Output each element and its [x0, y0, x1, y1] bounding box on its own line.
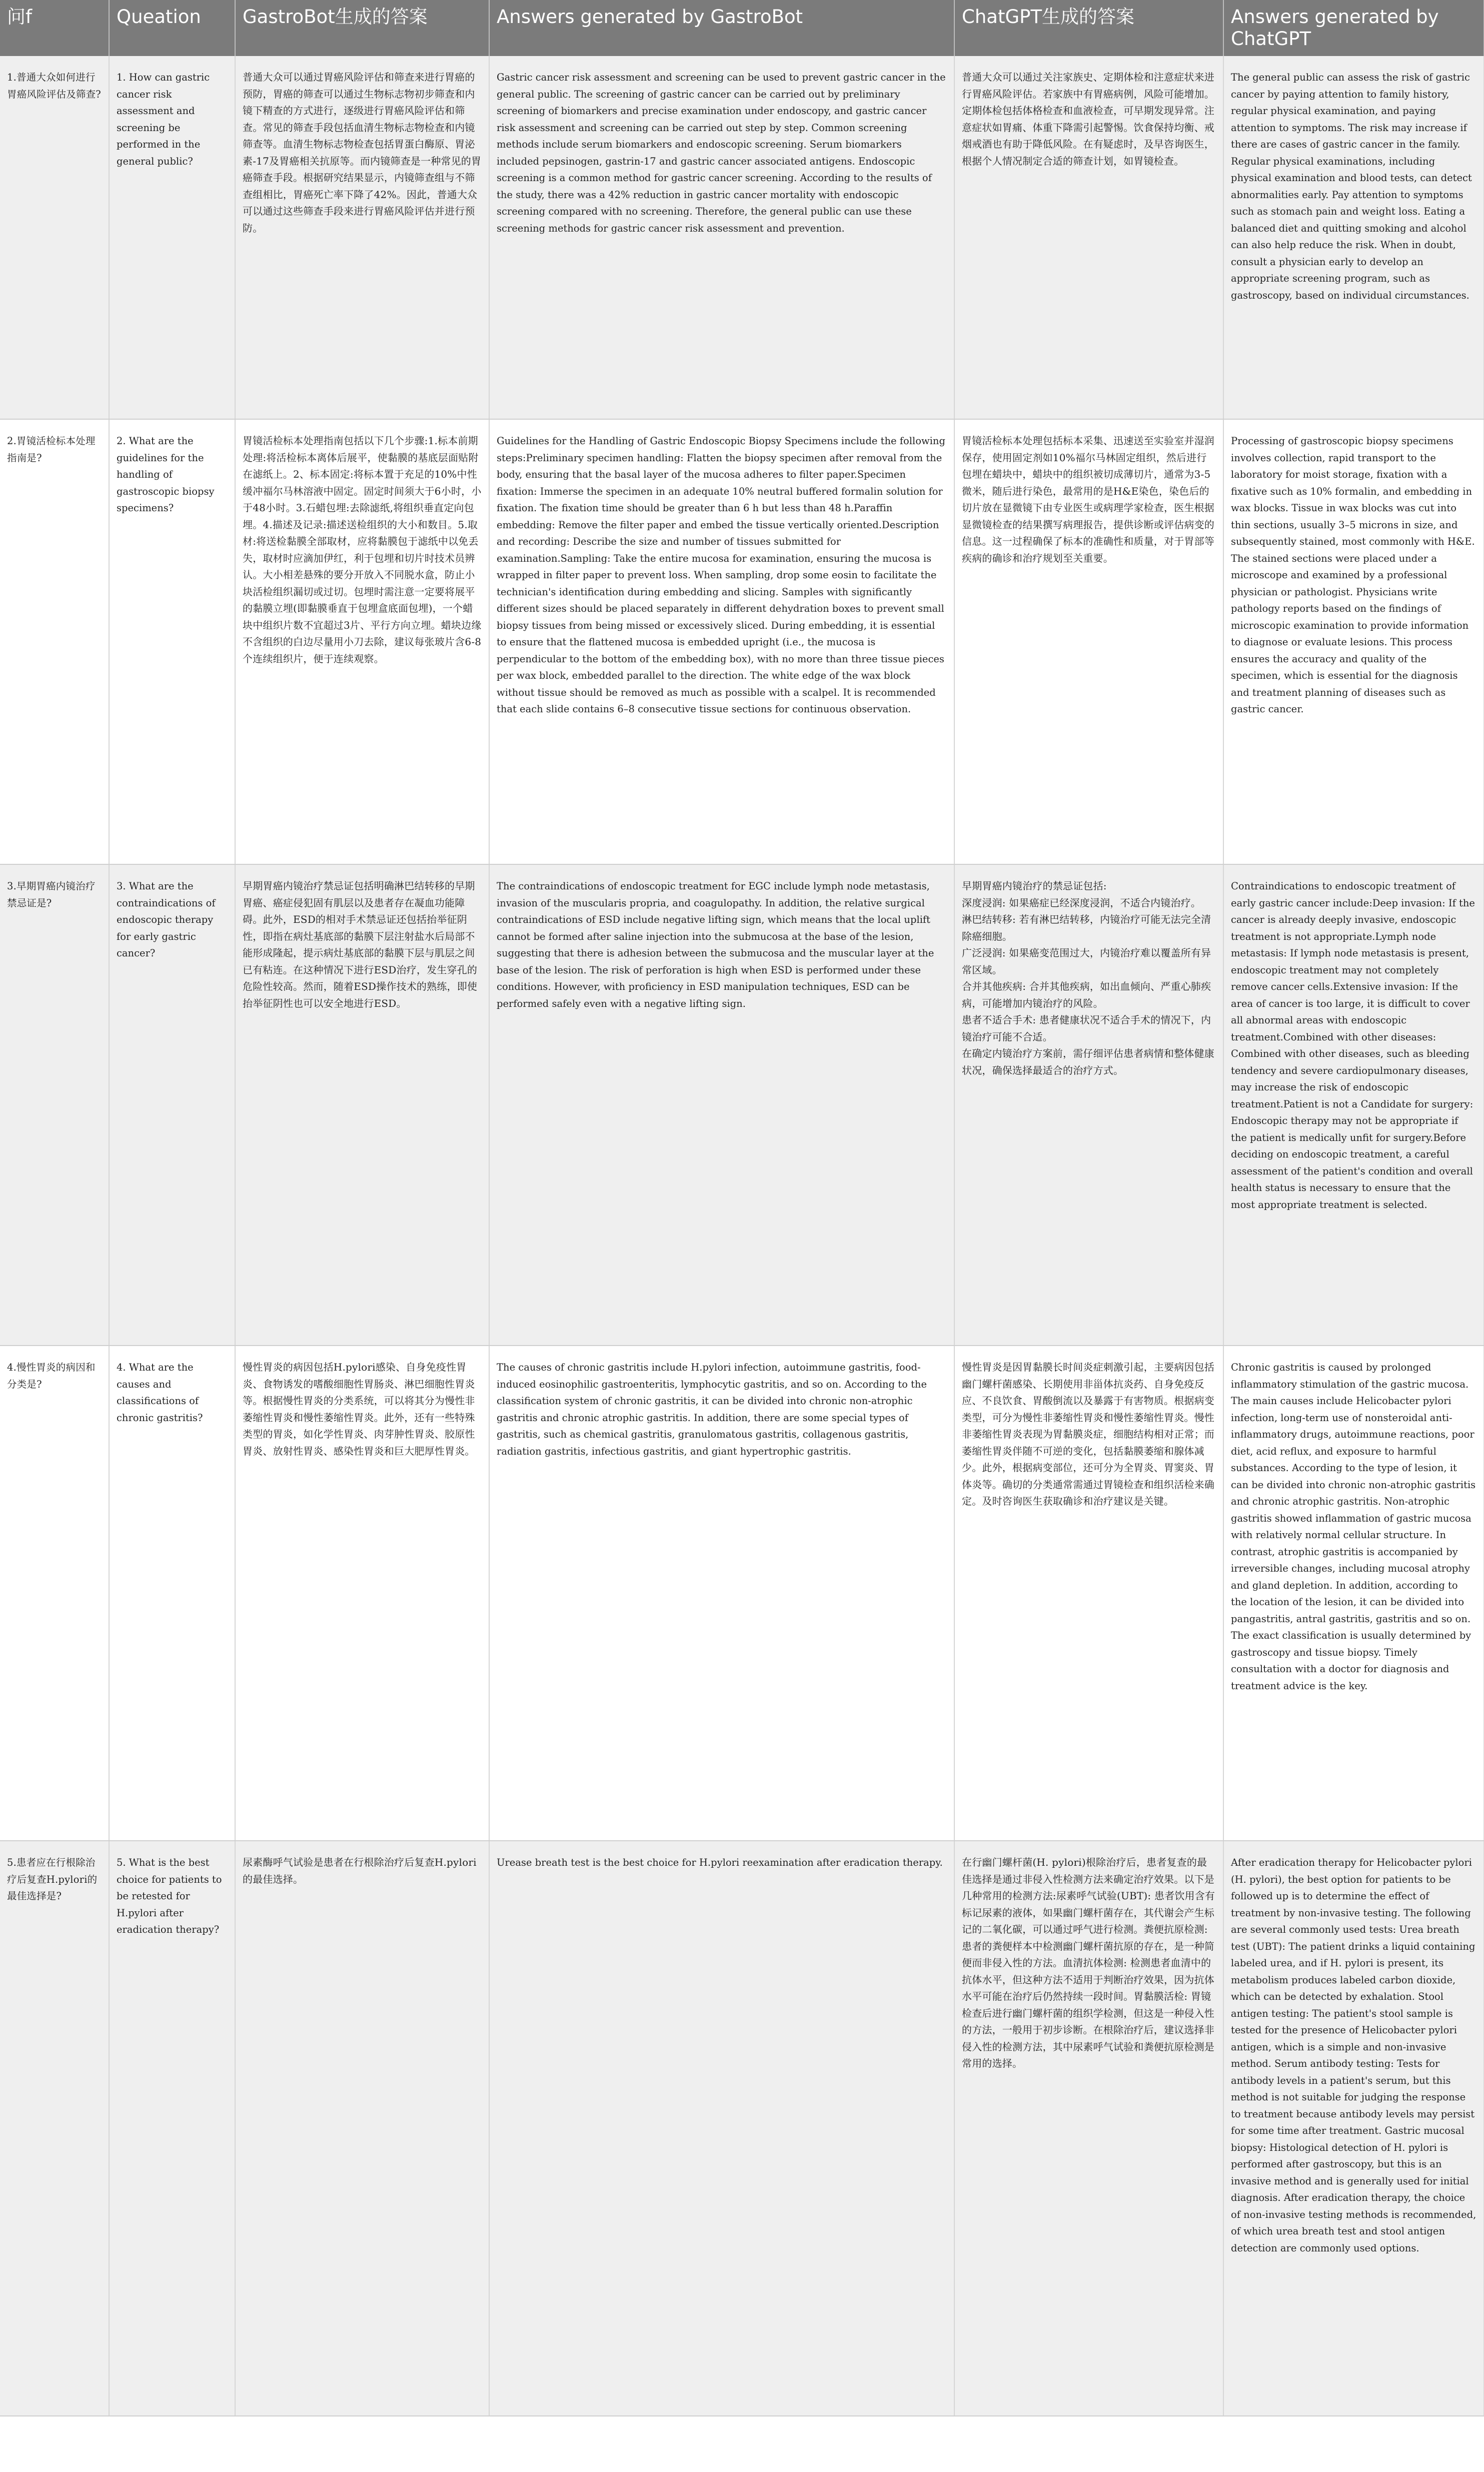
table-row [0, 419, 1484, 864]
cell-gastrobot-en: The causes of chronic gastritis include H.pylori infection, autoimmune gastritis, food-induced eosinophilic gastroenteritis, lymphocytic gastritis, and so on. According to the classification system of chronic gastritis, it can be divided into chronic non-atrophic gastritis and chronic atrophic gastritis. In addition, there are some special types of gastritis, such as chemical gastritis, granulomatous gastritis, collagenous gastritis, radiation gastritis, infectious gastritis, and giant hypertrophic gastritis. [489, 1346, 954, 1841]
cell-question-zh: 4.慢性胃炎的病因和分类是? [0, 1346, 109, 1841]
cell-question-en: 3. What are the contraindications of endoscopic therapy for early gastric cancer? [109, 864, 235, 1346]
header-question-zh: 问f [0, 0, 109, 56]
cell-question-zh: 5.患者应在行根除治疗后复查H.pylori的最佳选择是? [0, 1841, 109, 2416]
cell-gastrobot-zh: 普通大众可以通过胃癌风险评估和筛查来进行胃癌的预防，胃癌的筛查可以通过生物标志物初步筛查和内镜下精查的方式进行，逐级进行胃癌风险评估和筛查。常见的筛查手段包括血清生物标志物检查和内镜筛查等。血清生物标志物检查包括胃蛋白酶原、胃泌素-17及胃癌相关抗原等。而内镜筛查是一种常见的胃癌筛查手段。根据研究结果显示，内镜筛查组与不筛查组相比，胃癌死亡率下降了42%。因此，普通大众可以通过这些筛查手段来进行胃癌风险评估并进行预防。 [235, 56, 489, 419]
cell-question-zh: 3.早期胃癌内镜治疗禁忌证是? [0, 864, 109, 1346]
cell-gastrobot-zh: 尿素酶呼气试验是患者在行根除治疗后复查H.pylori的最佳选择。 [235, 1841, 489, 2416]
table-header [0, 0, 1484, 56]
header-gastrobot-zh: GastroBot生成的答案 [235, 0, 489, 56]
cell-gastrobot-zh: 早期胃癌内镜治疗禁忌证包括明确淋巴结转移的早期胃癌、癌症侵犯固有肌层以及患者存在凝血功能障碍。此外，ESD的相对手术禁忌证还包括抬举征阴性，即指在病灶基底部的黏膜下层注射盐水后局部不能形成隆起，提示病灶基底部的黏膜下层与肌层之间已有粘连。在这种情况下进行ESD治疗，发生穿孔的危险性较高。然而，随着ESD操作技术的熟练，即使抬举征阴性也可以安全地进行ESD。 [235, 864, 489, 1346]
cell-chatgpt-zh: 普通大众可以通过关注家族史、定期体检和注意症状来进行胃癌风险评估。若家族中有胃癌病例，风险可能增加。定期体检包括体格检查和血液检查，可早期发现异常。注意症状如胃痛、体重下降需引起警惕。饮食保持均衡、戒烟戒酒也有助于降低风险。在有疑虑时，及早咨询医生，根据个人情况制定合适的筛查计划，如胃镜检查。 [954, 56, 1223, 419]
cell-chatgpt-en: Chronic gastritis is caused by prolonged inflammatory stimulation of the gastric mucosa. The main causes include Helicobacter pylori infection, long-term use of nonsteroidal anti-inflammatory drugs, autoimmune reactions, poor diet, acid reflux, and exposure to harmful substances. According to the type of lesion, it can be divided into chronic non-atrophic gastritis and chronic atrophic gastritis. Non-atrophic gastritis showed inflammation of gastric mucosa with relatively normal cellular structure. In contrast, atrophic gastritis is accompanied by irreversible changes, including mucosal atrophy and gland depletion. In addition, according to the location of the lesion, it can be divided into pangastritis, antral gastritis, gastritis and so on. The exact classification is usually determined by gastroscopy and tissue biopsy. Timely consultation with a doctor for diagnosis and treatment advice is the key. [1223, 1346, 1484, 1841]
cell-chatgpt-en: Processing of gastroscopic biopsy specimens involves collection, rapid transport to the laboratory for moist storage, fixation with a fixative such as 10% formalin, and embedding in wax blocks. Tissue in wax blocks was cut into thin sections, usually 3–5 microns in size, and subsequently stained, most commonly with H&E. The stained sections were placed under a microscope and examined by a professional physician or pathologist. Physicians write pathology reports based on the findings of microscopic examination to provide information to diagnose or evaluate lesions. This process ensures the accuracy and quality of the specimen, which is essential for the diagnosis and treatment planning of diseases such as gastric cancer. [1223, 419, 1484, 864]
cell-question-en: 2. What are the guidelines for the handling of gastroscopic biopsy specimens? [109, 419, 235, 864]
table-row [0, 864, 1484, 1346]
cell-gastrobot-zh: 胃镜活检标本处理指南包括以下几个步骤:1.标本前期处理:将活检标本离体后展平，使黏膜的基底层面贴附在滤纸上。2、标本固定:将标本置于充足的10%中性缓冲福尔马林溶液中固定。固定时间须大于6小时，小于48小时。3.石蜡包埋:去除滤纸,将组织垂直定向包埋。4.描述及记录:描述送检组织的大小和数目。5.取材:将送检黏膜全部取材，应将黏膜包于滤纸中以免丢失，取材时应滴加伊红，利于包埋和切片时技术员辨认。大小相差悬殊的要分开放入不同脱水盒，防止小块活检组织漏切或过切。包埋时需注意一定要将展平的黏膜立埋(即黏膜垂直于包埋盒底面包埋)，一个蜡块中组织片数不宜超过3片、平行方向立埋。蜡块边缘不含组织的白边尽量用小刀去除，建议每张玻片含6-8个连续组织片，便于连续观察。 [235, 419, 489, 864]
cell-gastrobot-en: Gastric cancer risk assessment and screening can be used to prevent gastric cancer in the general public. The screening of gastric cancer can be carried out by preliminary screening of biomarkers and precise examination under endoscopy, and gastric cancer risk assessment and screening can be carried out step by step. Common screening methods include serum biomarkers and endoscopic screening. Serum biomarkers included pepsinogen, gastrin-17 and gastric cancer associated antigens. Endoscopic screening is a common method for gastric cancer screening. According to the results of the study, there was a 42% reduction in gastric cancer mortality with endoscopic screening compared with no screening. Therefore, the general public can use these screening methods for gastric cancer risk assessment and prevention. [489, 56, 954, 419]
cell-chatgpt-zh: 胃镜活检标本处理包括标本采集、迅速送至实验室并湿润保存，使用固定剂如10%福尔马林固定组织，然后进行包埋在蜡块中，蜡块中的组织被切成薄切片，通常为3-5微米，随后进行染色，最常用的是H&E染色，染色后的切片放在显微镜下由专业医生或病理学家检查，医生根据显微镜检查的结果撰写病理报告，提供诊断或评估病变的信息。这一过程确保了标本的准确性和质量，对于胃部等疾病的确诊和治疗规划至关重要。 [954, 419, 1223, 864]
table-body [0, 56, 1484, 2416]
header-chatgpt-en: Answers generated by ChatGPT [1223, 0, 1484, 56]
table-row [0, 1346, 1484, 1841]
header-row [0, 0, 1484, 56]
cell-gastrobot-zh: 慢性胃炎的病因包括H.pylori感染、自身免疫性胃炎、食物诱发的嗜酸细胞性胃肠炎、淋巴细胞性胃炎等。根据慢性胃炎的分类系统，可以将其分为慢性非萎缩性胃炎和慢性萎缩性胃炎。此外，还有一些特殊类型的胃炎，如化学性胃炎、肉芽肿性胃炎、胶原性胃炎、放射性胃炎、感染性胃炎和巨大肥厚性胃炎。 [235, 1346, 489, 1841]
cell-chatgpt-zh: 在行幽门螺杆菌(H. pylori)根除治疗后，患者复查的最佳选择是通过非侵入性检测方法来确定治疗效果。以下是几种常用的检测方法:尿素呼气试验(UBT): 患者饮用含有标记尿素的液体，如果幽门螺杆菌存在，其代谢会产生标记的二氧化碳，可以通过呼气进行检测。粪便抗原检测: 患者的粪便样本中检测幽门螺杆菌抗原的存在，是一种简便而非侵入性的方法。血清抗体检测: 检测患者血清中的抗体水平，但这种方法不适用于判断治疗效果，因为抗体水平可能在治疗后仍然持续一段时间。胃黏膜活检: 胃镜检查后进行幽门螺杆菌的组织学检测，但这是一种侵入性的方法，一般用于初步诊断。在根除治疗后，建议选择非侵入性的检测方法，其中尿素呼气试验和粪便抗原检测是常用的选择。 [954, 1841, 1223, 2416]
table-row [0, 1841, 1484, 2416]
cell-gastrobot-en: Urease breath test is the best choice for H.pylori reexamination after eradication therapy. [489, 1841, 954, 2416]
cell-chatgpt-en: Contraindications to endoscopic treatment of early gastric cancer include:Deep invasion: If the cancer is already deeply invasive, endoscopic treatment is not appropriate.Lymph node metastasis: If lymph node metastasis is present, endoscopic treatment may not completely remove cancer cells.Extensive invasion: If the area of cancer is too large, it is difficult to cover all abnormal areas with endoscopic treatment.Combined with other diseases: Combined with other diseases, such as bleeding tendency and severe cardiopulmonary diseases, may increase the risk of endoscopic treatment.Patient is not a Candidate for surgery: Endoscopic therapy may not be appropriate if the patient is medically unfit for surgery.Before deciding on endoscopic treatment, a careful assessment of the patient's condition and overall health status is necessary to ensure that the most appropriate treatment is selected. [1223, 864, 1484, 1346]
cell-question-en: 4. What are the causes and classifications of chronic gastritis? [109, 1346, 235, 1841]
cell-question-en: 1. How can gastric cancer risk assessment and screening be performed in the general public? [109, 56, 235, 419]
cell-gastrobot-en: The contraindications of endoscopic treatment for EGC include lymph node metastasis, invasion of the muscularis propria, and coagulopathy. In addition, the relative surgical contraindications of ESD include negative lifting sign, which means that the local uplift cannot be formed after saline injection into the submucosa at the base of the lesion, suggesting that there is adhesion between the submucosa and the muscular layer at the base of the lesion. The risk of perforation is high when ESD is performed under these conditions. However, with proficiency in ESD manipulation techniques, ESD can be performed safely even with a negative lifting sign. [489, 864, 954, 1346]
header-gastrobot-en: Answers generated by GastroBot [489, 0, 954, 56]
cell-chatgpt-zh: 慢性胃炎是因胃黏膜长时间炎症刺激引起，主要病因包括幽门螺杆菌感染、长期使用非甾体抗炎药、自身免疫反应、不良饮食、胃酸倒流以及暴露于有害物质。根据病变类型，可分为慢性非萎缩性胃炎和慢性萎缩性胃炎。慢性非萎缩性胃炎表现为胃黏膜炎症，细胞结构相对正常；而萎缩性胃炎伴随不可逆的变化，包括黏膜萎缩和腺体减少。此外，根据病变部位，还可分为全胃炎、胃窦炎、胃体炎等。确切的分类通常需通过胃镜检查和组织活检来确定。及时咨询医生获取确诊和治疗建议是关键。 [954, 1346, 1223, 1841]
header-question-en: Queation [109, 0, 235, 56]
cell-gastrobot-en: Guidelines for the Handling of Gastric Endoscopic Biopsy Specimens include the following steps:Preliminary specimen handling: Flatten the biopsy specimen after removal from the body, ensuring that the basal layer of the mucosa adheres to filter paper.Specimen fixation: Immerse the specimen in an adequate 10% neutral buffered formalin solution for fixation. The fixation time should be greater than 6 h but less than 48 h.Paraffin embedding: Remove the filter paper and embed the tissue vertically oriented.Description and recording: Describe the size and number of tissues submitted for examination.Sampling: Take the entire mucosa for examination, ensuring the mucosa is wrapped in filter paper to prevent loss. When sampling, drop some eosin to facilitate the technician's identification during embedding and slicing. Samples with significantly different sizes should be placed separately in different dehydration boxes to prevent small biopsy tissues from being missed or excessively sliced. During embedding, it is essential to ensure that the flattened mucosa is embedded upright (i.e., the mucosa is perpendicular to the bottom of the embedding box), with no more than three tissue pieces per wax block, embedded parallel to the direction. The white edge of the wax block without tissue should be removed as much as possible with a scalpel. It is recommended that each slide contains 6–8 consecutive tissue sections for continuous observation. [489, 419, 954, 864]
cell-question-zh: 1.普通大众如何进行胃癌风险评估及筛查? [0, 56, 109, 419]
cell-question-en: 5. What is the best choice for patients to be retested for H.pylori after eradication therapy? [109, 1841, 235, 2416]
cell-chatgpt-en: After eradication therapy for Helicobacter pylori (H. pylori), the best option for patients to be followed up is to determine the effect of treatment by non-invasive testing. The following are several commonly used tests: Urea breath test (UBT): The patient drinks a liquid containing labeled urea, and if H. pylori is present, its metabolism produces labeled carbon dioxide, which can be detected by exhalation. Stool antigen testing: The patient's stool sample is tested for the presence of Helicobacter pylori antigen, which is a simple and non-invasive method. Serum antibody testing: Tests for antibody levels in a patient's serum, but this method is not suitable for judging the response to treatment because antibody levels may persist for some time after treatment. Gastric mucosal biopsy: Histological detection of H. pylori is performed after gastroscopy, but this is an invasive method and is generally used for initial diagnosis. After eradication therapy, the choice of non-invasive testing methods is recommended, of which urea breath test and stool antigen detection are commonly used options. [1223, 1841, 1484, 2416]
table-row [0, 56, 1484, 419]
cell-question-zh: 2.胃镜活检标本处理指南是? [0, 419, 109, 864]
header-chatgpt-zh: ChatGPT生成的答案 [954, 0, 1223, 56]
cell-chatgpt-en: The general public can assess the risk of gastric cancer by paying attention to family history, regular physical examination, and paying attention to symptoms. The risk may increase if there are cases of gastric cancer in the family. Regular physical examinations, including physical examination and blood tests, can detect abnormalities early. Pay attention to symptoms such as stomach pain and weight loss. Eating a balanced diet and quitting smoking and alcohol can also help reduce the risk. When in doubt, consult a physician early to develop an appropriate screening program, such as gastroscopy, based on individual circumstances. [1223, 56, 1484, 419]
cell-chatgpt-zh: 早期胃癌内镜治疗的禁忌证包括: 深度浸润: 如果癌症已经深度浸润，不适合内镜治疗。 淋巴结转移: 若有淋巴结转移，内镜治疗可能无法完全清除癌细胞。 广泛浸润: 如果癌变范围过大，内镜治疗难以覆盖所有异常区域。 合并其他疾病: 合并其他疾病，如出血倾向、严重心肺疾病，可能增加内镜治疗的风险。 患者不适合手术: 患者健康状况不适合手术的情况下，内镜治疗可能不合适。 在确定内镜治疗方案前，需仔细评估患者病情和整体健康状况，确保选择最适合的治疗方式。 [954, 864, 1223, 1346]
